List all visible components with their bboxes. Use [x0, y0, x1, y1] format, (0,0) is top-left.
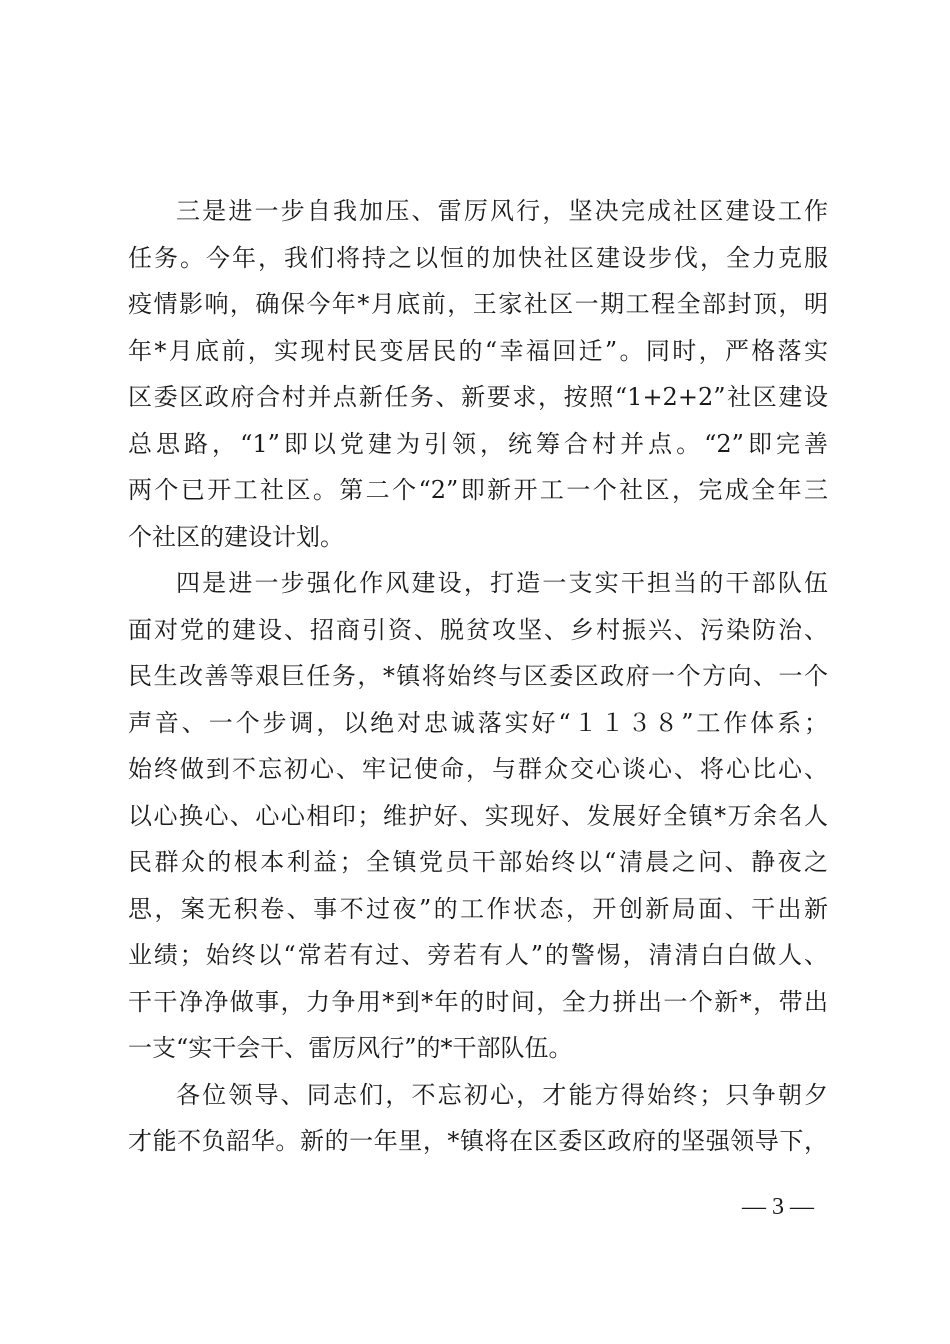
text-line: 疫情影响，确保今年*月底前，王家社区一期工程全部封顶，明	[128, 290, 828, 318]
text-line: 个社区的建设计划。	[128, 522, 344, 551]
text-line: 一支“实干会干、雷厉风行”的*干部队伍。	[128, 1034, 573, 1062]
text-line: 三是进一步自我加压、雷厉风行，坚决完成社区建设工作	[176, 197, 828, 225]
text-line: 以心换心、心心相印；维护好、实现好、发展好全镇*万余名人	[128, 801, 828, 830]
text-line: 区委区政府合村并点新任务、新要求，按照“1+2+2”社区建设	[128, 383, 828, 411]
text-line: 年*月底前，实现村民变居民的“幸福回迁”。同时，严格落实	[128, 336, 828, 365]
paragraph-closing	[128, 1072, 828, 1165]
text-line: 声音、一个步调，以绝对忠诚落实好“１１３８”工作体系；	[128, 708, 828, 737]
paragraph-community-construction	[128, 188, 828, 560]
paragraph-work-style	[128, 560, 828, 1072]
text-line: 干干净净做事，力争用*到*年的时间，全力拼出一个新*，带出	[128, 987, 828, 1016]
body-text	[128, 188, 828, 1165]
text-line: 四是进一步强化作风建设，打造一支实干担当的干部队伍	[176, 569, 828, 597]
text-line: 民生改善等艰巨任务，*镇将始终与区委区政府一个方向、一个	[128, 662, 828, 690]
text-line: 任务。今年，我们将持之以恒的加快社区建设步伐，全力克服	[128, 243, 828, 272]
text-line: 两个已开工社区。第二个“2”即新开工一个社区，完成全年三	[128, 476, 828, 504]
text-line: 业绩；始终以“常若有过、旁若有人”的警惕，清清白白做人、	[128, 941, 828, 969]
text-line: 民群众的根本利益；全镇党员干部始终以“清晨之问、静夜之	[128, 848, 828, 876]
text-line: 思，案无积卷、事不过夜”的工作状态，开创新局面、干出新	[128, 894, 828, 923]
text-line: 始终做到不忘初心、牢记使命，与群众交心谈心、将心比心、	[128, 755, 828, 783]
page-number: — 3 —	[742, 1194, 814, 1220]
text-line: 才能不负韶华。新的一年里，*镇将在区委区政府的坚强领导下，	[128, 1127, 828, 1155]
text-line: 各位领导、同志们，不忘初心，才能方得始终；只争朝夕	[176, 1080, 828, 1109]
text-line: 面对党的建设、招商引资、脱贫攻坚、乡村振兴、污染防治、	[128, 615, 828, 644]
text-line: 总思路，“1”即以党建为引领，统筹合村并点。“2”即完善	[128, 429, 828, 458]
